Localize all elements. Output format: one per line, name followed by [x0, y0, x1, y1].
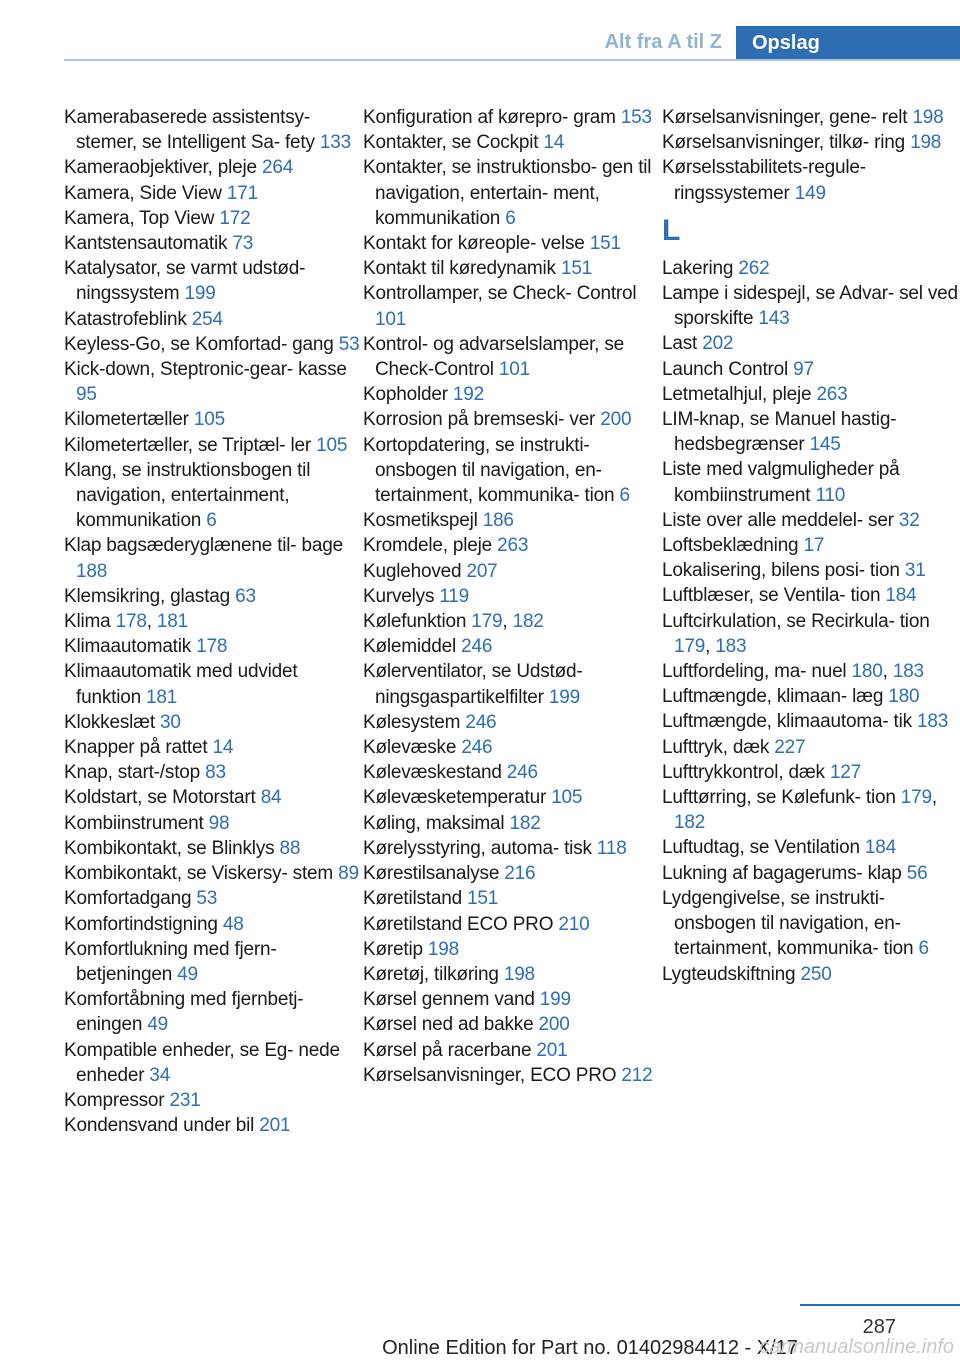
page-link[interactable]: 14 — [212, 737, 234, 759]
index-entry — [363, 155, 663, 231]
page-link[interactable]: 56 — [906, 862, 928, 884]
index-entry-text: Konfiguration af kørepro- gram — [363, 107, 621, 128]
page-link[interactable]: 63 — [235, 585, 256, 607]
index-entry-text: Kølevæsketemperatur — [363, 787, 552, 809]
index-entry-text: Komfortadgang — [64, 888, 197, 910]
page-link[interactable]: 212 — [621, 1064, 653, 1086]
index-entry — [64, 811, 364, 836]
index-entry-text: Kørsel på racerbane — [363, 1039, 537, 1061]
index-entry-text: Lufttrykkontrol, dæk — [662, 761, 830, 783]
index-entry — [363, 836, 663, 861]
index-entry-text: Kameraobjektiver, pleje — [64, 157, 262, 179]
page-link[interactable]: 110 — [815, 484, 846, 506]
page-link[interactable]: 88 — [279, 837, 301, 859]
index-column-2 — [363, 105, 663, 1088]
page-link[interactable]: 143 — [758, 308, 790, 330]
page-link[interactable]: 49 — [147, 1014, 169, 1036]
page-link[interactable]: 210 — [558, 913, 590, 935]
page-link[interactable]: 171 — [226, 182, 259, 204]
index-entry-text: Køretilstand ECO PRO — [363, 913, 559, 935]
index-entry-text: Kølefunktion — [363, 611, 472, 633]
index-entry — [64, 332, 364, 357]
index-entry-text: Kuglehoved — [363, 560, 467, 582]
index-entry: Lufttørring, se Kølefunk- tion 179, 182 — [662, 787, 937, 834]
index-entry — [363, 105, 663, 130]
index-entry-text: Lukning af bagagerums- klap — [662, 862, 907, 884]
index-entry-text: Liste over alle meddelel- ser — [662, 509, 899, 531]
page-link[interactable]: 105 — [551, 787, 583, 809]
page-link[interactable]: 183 — [892, 661, 924, 683]
index-entry-text: Kontrol- og advarselslamper, se Check-Control — [363, 333, 624, 381]
index-entry — [64, 584, 364, 609]
footer-divider — [800, 1304, 960, 1306]
page-link[interactable]: 182 — [512, 611, 544, 633]
index-entry-text: Loftsbeklædning — [662, 535, 804, 557]
index-entry — [363, 1063, 663, 1088]
page-link[interactable]: 48 — [222, 913, 244, 935]
index-entry — [64, 307, 364, 332]
index-entry-text: Kombikontakt, se Blinklys — [64, 837, 280, 859]
page-link[interactable]: 182 — [674, 812, 706, 834]
index-entry — [363, 710, 663, 735]
index-entry — [64, 256, 364, 306]
index-entry-text: Last — [662, 333, 703, 355]
page-link[interactable]: 133 — [319, 132, 351, 154]
page-link[interactable]: 198 — [910, 132, 942, 154]
index-entry — [64, 659, 364, 709]
index-entry-text: Klimaautomatik med udvidet funktion — [64, 661, 298, 708]
page-link[interactable]: 119 — [439, 585, 470, 607]
index-entry-text: Lakering — [662, 257, 739, 279]
page-link[interactable]: 6 — [918, 938, 929, 960]
index-entry: Luftcirkulation, se Recirkula- tion 179, 183 — [662, 610, 930, 657]
index-entry-text: Klokkeslæt — [64, 711, 161, 733]
page-link[interactable]: 198 — [427, 938, 460, 960]
index-entry-text: Katalysator, se varmt udstød- ningssystem — [64, 258, 306, 305]
index-entry-text: Kamerabaserede assistentsy- stemer, se Intelligent Sa- fety — [64, 107, 320, 154]
index-entry-text: Kølevæskestand — [363, 762, 507, 784]
page-link[interactable]: 186 — [482, 510, 514, 532]
index-entry — [363, 407, 663, 432]
page-link[interactable]: 199 — [539, 989, 571, 1011]
index-entry-text: Korrosion på bremseski- ver — [363, 409, 601, 431]
page-link[interactable]: 145 — [809, 434, 841, 456]
index-entry — [662, 735, 960, 760]
page-link[interactable]: 201 — [536, 1039, 568, 1061]
index-entry-text: Kørselsanvisninger, ECO PRO — [363, 1064, 622, 1086]
page-link[interactable]: 34 — [149, 1064, 171, 1086]
page-link[interactable]: 246 — [465, 711, 497, 733]
page-link[interactable]: 49 — [177, 963, 198, 985]
index-entry — [662, 155, 960, 205]
index-entry-text: Komfortlukning med fjern- betjeningen — [64, 938, 277, 985]
index-entry-text: Køretip — [363, 938, 428, 960]
index-entry-text: Kølesystem — [363, 711, 466, 733]
index-entry — [64, 533, 364, 583]
page-link[interactable]: 183 — [715, 635, 747, 657]
index-entry — [64, 937, 364, 987]
index-entry-text: Koldstart, se Motorstart — [64, 787, 261, 809]
page-link[interactable]: 6 — [505, 207, 516, 229]
index-entry — [662, 130, 960, 155]
index-entry-text: Kontakt til køredynamik — [363, 258, 561, 280]
index-entry — [363, 811, 663, 836]
page-link[interactable]: 254 — [191, 308, 223, 330]
index-entry — [64, 206, 364, 231]
page-link[interactable]: 98 — [208, 812, 230, 834]
index-entry-text: Lygteudskiftning — [662, 963, 801, 985]
index-entry — [64, 1038, 364, 1088]
page-link[interactable]: 179 — [900, 787, 932, 809]
index-entry-text: Lufttryk, dæk — [662, 736, 775, 758]
index-entry-text: Kick-down, Steptronic-gear- kasse — [64, 359, 347, 381]
index-entry-text: Launch Control — [662, 358, 794, 380]
index-entry — [662, 457, 960, 507]
index-entry — [662, 331, 960, 356]
page-link[interactable]: 6 — [206, 510, 217, 532]
index-entry — [64, 987, 364, 1037]
index-entry-text: Kilometertæller — [64, 409, 194, 431]
page-link[interactable]: 101 — [498, 359, 531, 381]
page-link[interactable]: 32 — [898, 509, 920, 531]
index-entry-text: Kopholder — [363, 384, 453, 406]
index-entry-text: Kompatible enheder, se Eg- nede enheder — [64, 1039, 340, 1086]
index-entry — [662, 382, 960, 407]
index-entry — [363, 584, 663, 609]
index-entry-text: Kortopdatering, se instrukti- onsbogen til navigation, en- tertainment, kommunika- tion — [363, 434, 620, 507]
index-entry — [363, 987, 663, 1012]
watermark: carmanualsonline.info — [759, 1336, 954, 1358]
index-entry-text: Kompressor — [64, 1089, 170, 1111]
index-entry-text: Lufttørring, se Kølefunk- tion — [662, 787, 901, 809]
index-entry-text: Kørselsstabilitets-regule- ringssystemer — [662, 157, 866, 204]
index-entry — [64, 912, 364, 937]
index-entry-text: Klima — [64, 611, 116, 633]
page-link[interactable]: 182 — [509, 812, 541, 834]
page-link[interactable]: 200 — [538, 1014, 570, 1036]
page-link[interactable]: 89 — [338, 863, 359, 885]
index-entry-text: Kølevæske — [363, 737, 462, 759]
page-link[interactable]: 199 — [184, 283, 216, 305]
page-link[interactable]: 263 — [497, 535, 529, 557]
index-entry — [64, 155, 364, 180]
page-link[interactable]: 192 — [452, 384, 485, 406]
page-link[interactable]: 216 — [504, 863, 536, 885]
index-entry — [363, 1038, 663, 1063]
page-link[interactable]: 95 — [76, 384, 97, 406]
index-entry: Kølefunktion 179, 182 — [363, 611, 544, 633]
index-entry-text: Kosmetikspejl — [363, 510, 483, 532]
index-entry-text: Kantstensautomatik — [64, 233, 233, 255]
index-entry-text: Komfortåbning med fjernbetj- eningen — [64, 989, 304, 1036]
page-link[interactable]: 250 — [800, 963, 832, 985]
page-link[interactable]: 199 — [548, 686, 580, 708]
index-entry — [363, 861, 663, 886]
page-link[interactable]: 149 — [794, 182, 826, 204]
page-link[interactable]: 53 — [338, 333, 360, 355]
page-link[interactable]: 73 — [232, 233, 254, 255]
page-link[interactable]: 200 — [600, 409, 632, 431]
index-entry — [64, 458, 364, 534]
index-entry-text: Katastrofeblink — [64, 308, 192, 330]
page-link[interactable]: 201 — [259, 1115, 291, 1137]
index-entry — [662, 357, 960, 382]
index-entry-text: Knapper på rattet — [64, 737, 213, 759]
index-entry — [662, 835, 960, 860]
page-link[interactable]: 179 — [674, 635, 706, 657]
index-entry-text: Liste med valgmuligheder på kombiinstrument — [662, 459, 900, 506]
header-tab-opslag[interactable]: Opslag — [736, 26, 960, 61]
index-entry-text: Lampe i sidespejl, se Advar- sel ved sporskifte — [662, 283, 958, 330]
index-entry — [64, 1088, 364, 1113]
index-entry-text: LIM-knap, se Manuel hastig- hedsbegrænser — [662, 409, 897, 456]
index-entry: Luftfordeling, ma- nuel 180, 183 — [662, 661, 924, 683]
page-link[interactable]: 178 — [196, 636, 228, 658]
page-link[interactable]: 105 — [316, 434, 348, 456]
page-link[interactable]: 179 — [471, 611, 503, 633]
page-link[interactable]: 181 — [156, 611, 188, 633]
index-entry: Klima 178, 181 — [64, 611, 188, 633]
index-entry — [662, 709, 960, 734]
page-link[interactable]: 198 — [912, 107, 944, 128]
page-link[interactable]: 151 — [589, 233, 621, 255]
index-entry — [363, 634, 663, 659]
page-link[interactable]: 172 — [219, 207, 251, 229]
page-link[interactable]: 105 — [193, 409, 225, 431]
page-link[interactable]: 184 — [885, 585, 917, 607]
index-entry-text: Luftmængde, klimaan- læg — [662, 686, 889, 708]
index-entry — [64, 407, 364, 432]
index-entry-text: Klap bagsæderyglænene til- bage — [64, 535, 343, 557]
page-link[interactable]: 178 — [115, 611, 147, 633]
page-link[interactable]: 227 — [774, 736, 806, 758]
page-link[interactable]: 83 — [205, 762, 226, 784]
page-link[interactable]: 231 — [169, 1089, 201, 1111]
page-link[interactable]: 263 — [816, 383, 848, 405]
page-link[interactable]: 17 — [803, 535, 825, 557]
page-link[interactable]: 30 — [160, 711, 181, 733]
index-entry — [363, 1012, 663, 1037]
index-entry-text: Klang, se instruktionsbogen til navigation, entertainment, kommunikation — [64, 459, 311, 532]
index-entry-text: Kørselsanvisninger, gene- relt — [662, 107, 913, 128]
index-entry-text: Kørsel ned ad bakke — [363, 1014, 539, 1036]
index-entry — [64, 861, 364, 886]
index-entry — [662, 558, 960, 583]
index-entry — [363, 886, 663, 911]
index-entry-text: Kørestilsanalyse — [363, 863, 505, 885]
page-link[interactable]: 180 — [851, 661, 883, 683]
header-divider — [64, 59, 960, 61]
index-entry — [662, 407, 960, 457]
page-link[interactable]: 53 — [196, 888, 218, 910]
index-entry — [662, 760, 960, 785]
page-link[interactable]: 188 — [76, 560, 108, 582]
page-link[interactable]: 246 — [461, 636, 493, 658]
index-entry — [363, 332, 663, 382]
index-entry — [363, 433, 663, 509]
index-entry — [64, 181, 364, 206]
index-entry-text: Kontrollamper, se Check- Control — [363, 283, 637, 305]
page-link[interactable]: 101 — [375, 308, 407, 330]
index-entry-text: Kontakt for køreople- velse — [363, 233, 590, 255]
index-entry — [363, 659, 663, 709]
index-entry-text: Kilometertæller, se Triptæl- ler — [64, 434, 317, 456]
index-entry — [363, 785, 663, 810]
index-entry-text: Kørselsanvisninger, tilkø- ring — [662, 132, 911, 154]
index-entry-text: Kromdele, pleje — [363, 535, 498, 557]
index-entry — [64, 433, 364, 458]
page-link[interactable]: 151 — [560, 258, 593, 280]
index-entry — [363, 559, 663, 584]
page-link[interactable]: 31 — [904, 560, 926, 582]
page-link[interactable]: 180 — [888, 686, 920, 708]
index-entry — [64, 1113, 364, 1138]
index-column-1 — [64, 105, 364, 1138]
index-entry — [662, 886, 960, 962]
index-entry-text: Kontakter, se instruktionsbo- gen til navigation, entertain- ment, kommunikation — [363, 157, 652, 229]
index-entry-text: Luftmængde, klimaautoma- tik — [662, 711, 918, 733]
index-entry — [662, 256, 960, 281]
index-entry-text: Luftcirkulation, se Recirkula- tion — [662, 610, 930, 632]
index-entry-text: Kombiinstrument — [64, 812, 209, 834]
index-entry-text: Kølerventilator, se Udstød- ningsgaspartikelfilter — [363, 661, 583, 708]
index-entry — [64, 231, 364, 256]
page-link[interactable]: 14 — [543, 132, 565, 154]
index-entry — [363, 508, 663, 533]
page-number: 287 — [862, 1316, 896, 1338]
index-entry — [662, 684, 960, 709]
index-entry-text: Kørelysstyring, automa- tisk — [363, 837, 597, 859]
index-entry — [64, 836, 364, 861]
index-entry-text: Kontakter, se Cockpit — [363, 132, 544, 154]
index-entry — [363, 281, 663, 331]
page-link[interactable]: 181 — [146, 686, 178, 708]
index-entry-text: Luftblæser, se Ventila- tion — [662, 585, 886, 607]
index-entry — [662, 962, 960, 987]
index-entry-text: Keyless-Go, se Komfortad- gang — [64, 333, 339, 355]
index-entry — [363, 231, 663, 256]
index-entry — [363, 937, 663, 962]
index-letter-heading: L — [662, 213, 681, 247]
index-entry-text: Køling, maksimal — [363, 812, 510, 834]
index-entry-text: Køretøj, tilkøring — [363, 963, 504, 985]
page-link[interactable]: 202 — [702, 333, 734, 355]
page-link[interactable]: 6 — [619, 485, 630, 507]
index-entry — [64, 886, 364, 911]
index-entry — [363, 256, 663, 281]
index-entry-text: Kamera, Top View — [64, 207, 220, 229]
index-entry-text: Letmetalhjul, pleje — [662, 383, 817, 405]
index-entry — [64, 105, 364, 155]
page-link[interactable]: 246 — [461, 737, 493, 759]
index-entry — [64, 710, 364, 735]
page-link[interactable]: 198 — [503, 963, 535, 985]
index-entry-text: Kørsel gennem vand — [363, 989, 540, 1011]
page-link[interactable]: 127 — [829, 761, 862, 783]
index-entry-text: Luftfordeling, ma- nuel — [662, 661, 852, 683]
page-link[interactable]: 153 — [620, 107, 652, 128]
page-link[interactable]: 97 — [793, 358, 814, 380]
page-link[interactable]: 184 — [864, 837, 897, 859]
index-entry — [662, 533, 960, 558]
index-entry — [64, 357, 364, 407]
index-entry-text: Køretilstand — [363, 888, 468, 910]
index-entry — [64, 785, 364, 810]
page-link[interactable]: 207 — [466, 560, 498, 582]
header-section-title: Alt fra A til Z — [604, 31, 722, 53]
index-entry-text: Klimaautomatik — [64, 636, 197, 658]
index-entry-text: Klemsikring, glastag — [64, 585, 236, 607]
index-entry — [662, 508, 960, 533]
index-entry — [662, 105, 960, 130]
index-entry — [64, 735, 364, 760]
index-entry — [363, 962, 663, 987]
index-entry-text: Lydgengivelse, se instrukti- onsbogen til navigation, en- tertainment, kommunika- tion — [662, 887, 919, 960]
page-link[interactable]: 246 — [506, 762, 538, 784]
page-link[interactable]: 84 — [260, 787, 282, 809]
index-entry-text: Kombikontakt, se Viskersy- stem — [64, 863, 339, 885]
page-link[interactable]: 264 — [261, 157, 294, 179]
index-entry — [363, 382, 663, 407]
index-entry-text: Luftudtag, se Ventilation — [662, 837, 865, 859]
index-entry-text: Komfortindstigning — [64, 913, 223, 935]
index-entry-text: Kølemiddel — [363, 636, 462, 658]
index-entry — [363, 735, 663, 760]
index-entry — [64, 760, 364, 785]
index-entry-text: Kamera, Side View — [64, 182, 227, 204]
index-entry — [363, 760, 663, 785]
page-link[interactable]: 151 — [467, 888, 499, 910]
index-entry-text: Kondensvand under bil — [64, 1115, 260, 1137]
index-entry-text: Lokalisering, bilens posi- tion — [662, 560, 905, 582]
index-entry — [363, 912, 663, 937]
index-column-3 — [662, 105, 960, 987]
edition-footer: Online Edition for Part no. 01402984412 - X/17 — [382, 1337, 798, 1359]
index-entry — [662, 281, 960, 331]
index-entry — [363, 130, 663, 155]
page-link[interactable]: 183 — [917, 711, 949, 733]
index-entry — [662, 861, 960, 886]
index-entry-text: Kurvelys — [363, 585, 440, 607]
page-link[interactable]: 118 — [596, 837, 627, 859]
index-entry — [662, 583, 960, 608]
index-entry — [363, 533, 663, 558]
page-link[interactable]: 262 — [738, 257, 770, 279]
index-entry-text: Knap, start-/stop — [64, 762, 206, 784]
index-entry — [64, 634, 364, 659]
